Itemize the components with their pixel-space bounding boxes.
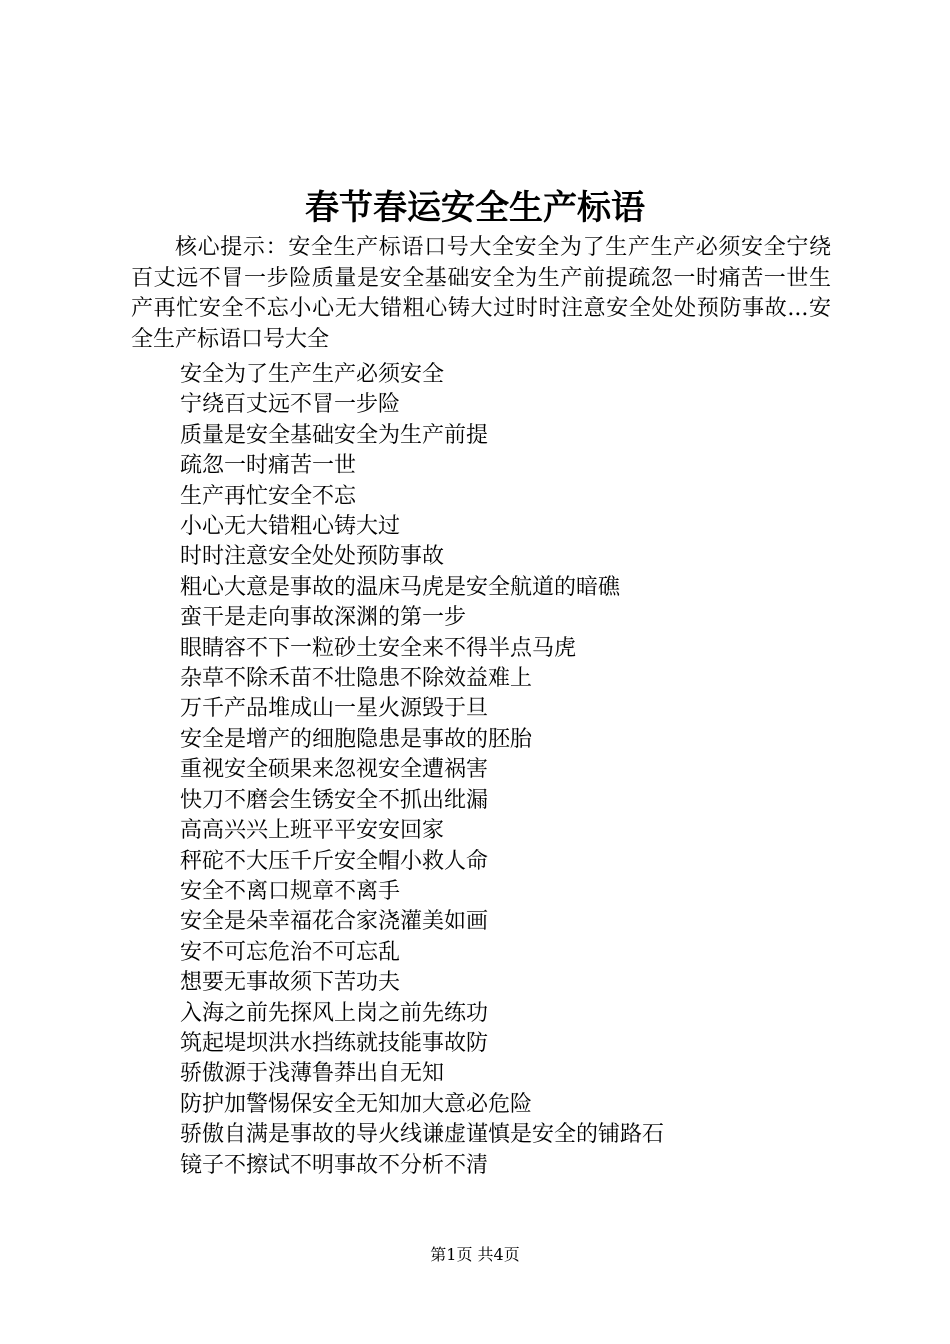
slogan-item: 安全为了生产生产必须安全 bbox=[180, 362, 445, 387]
slogan-item: 安全是朵幸福花合家浇灌美如画 bbox=[180, 909, 489, 935]
slogan-item: 想要无事故须下苦功夫 bbox=[180, 970, 401, 996]
page-footer: 第1页 共4页 bbox=[430, 1245, 520, 1264]
slogan-item: 宁绕百丈远不冒一步险 bbox=[180, 392, 401, 418]
slogan-list bbox=[180, 360, 830, 1181]
slogan-item: 杂草不除禾苗不壮隐患不除效益难上 bbox=[180, 666, 533, 692]
slogan-item: 生产再忙安全不忘 bbox=[180, 483, 357, 509]
slogan-item: 眼睛容不下一粒砂土安全来不得半点马虎 bbox=[180, 635, 577, 661]
slogan-item: 骄傲源于浅薄鲁莽出自无知 bbox=[180, 1061, 445, 1087]
core-summary-paragraph: 核心提示：安全生产标语口号大全安全为了生产生产必须安全宁绕百丈远不冒一步险质量是安全基础安全为生产前提疏忽一时痛苦一世生产再忙安全不忘小心无大错粗心铸大过时时注意安全处处预防事故...安全生产标语口号大全 bbox=[131, 235, 831, 352]
slogan-item: 筑起堤坝洪水挡练就技能事故防 bbox=[180, 1030, 489, 1056]
slogan-item: 蛮干是走向事故深渊的第一步 bbox=[180, 605, 467, 631]
slogan-item: 快刀不磨会生锈安全不抓出纰漏 bbox=[180, 787, 489, 813]
slogan-item: 安全是增产的细胞隐患是事故的胚胎 bbox=[180, 726, 533, 752]
slogan-item: 镜子不擦试不明事故不分析不清 bbox=[180, 1152, 489, 1178]
slogan-item: 安全不离口规章不离手 bbox=[180, 878, 401, 904]
slogan-item: 高高兴兴上班平平安安回家 bbox=[180, 818, 445, 844]
slogan-item: 质量是安全基础安全为生产前提 bbox=[180, 422, 489, 448]
document-title: 春节春运安全生产标语 bbox=[305, 188, 645, 228]
slogan-item: 疏忽一时痛苦一世 bbox=[180, 453, 357, 479]
slogan-item: 秤砣不大压千斤安全帽小救人命 bbox=[180, 848, 489, 874]
slogan-item: 时时注意安全处处预防事故 bbox=[180, 544, 445, 570]
slogan-item: 重视安全硕果来忽视安全遭祸害 bbox=[180, 757, 489, 783]
slogan-item: 万千产品堆成山一星火源毁于旦 bbox=[180, 696, 489, 722]
slogan-item: 安不可忘危治不可忘乱 bbox=[180, 939, 401, 965]
slogan-item: 粗心大意是事故的温床马虎是安全航道的暗礁 bbox=[180, 574, 621, 600]
slogan-item: 入海之前先探风上岗之前先练功 bbox=[180, 1000, 489, 1026]
slogan-item: 防护加警惕保安全无知加大意必危险 bbox=[180, 1091, 533, 1117]
slogan-item: 小心无大错粗心铸大过 bbox=[180, 514, 401, 540]
slogan-item: 骄傲自满是事故的导火线谦虚谨慎是安全的铺路石 bbox=[180, 1122, 665, 1148]
